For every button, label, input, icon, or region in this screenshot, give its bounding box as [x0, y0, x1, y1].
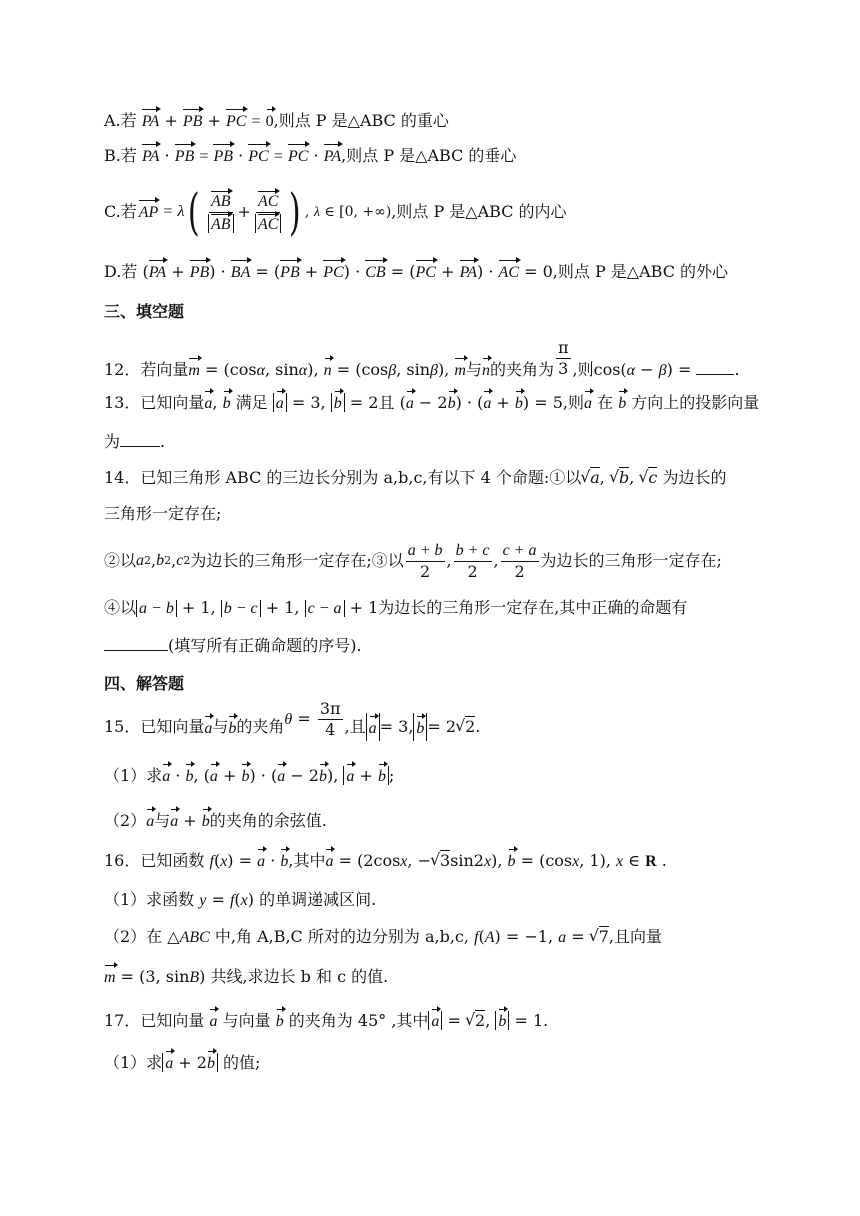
question-12-number: 12．	[104, 360, 141, 379]
question-13-cont	[104, 430, 165, 454]
option-d-label: D.若	[104, 262, 138, 281]
q14-text-3c: 为边长的三角形一定存在;	[540, 551, 722, 570]
q13-text-7: 为	[104, 432, 121, 451]
q12-text-1: 若向量	[140, 360, 189, 379]
section-title-answer: 四、解答题	[104, 674, 185, 693]
q16-part2-text-b: 中,角 A,B,C 所对的边分别为 a,b,c,	[214, 927, 469, 946]
q17-text-3: 的夹角为	[288, 1011, 353, 1030]
q15-text-3: 的夹角	[236, 717, 285, 736]
question-16-part1: （1）求函数 y = f(x) 的单调递减区间.	[104, 890, 377, 909]
q14-text-3b: 为边长的三角形一定存在;③以	[190, 551, 404, 570]
question-15-part2: （2）a与a + b的夹角的余弦值.	[104, 806, 327, 834]
question-17-part1: （1）求 a + 2b 的值;	[104, 1048, 260, 1076]
q12-text-5: .	[734, 360, 740, 379]
option-b-label: B.若	[104, 146, 137, 165]
question-14-line4: ④以 a − b + 1, b − c + 1, c − a + 1为边长的三角形一定存在,其中正确的命题有	[104, 598, 688, 617]
q12-text-3: 的夹角为	[490, 360, 555, 379]
option-c-label: C.若	[104, 202, 137, 221]
question-14-line5	[104, 634, 362, 658]
option-a-tail: ,则点 P 是△ABC 的重心	[273, 111, 449, 130]
q17-part1-text-a: （1）求	[104, 1053, 163, 1072]
section-title-fill-blank: 三、填空题	[104, 302, 185, 321]
option-d-tail: ,则点 P 是△ABC 的外心	[552, 262, 729, 281]
q16-part2-text-c: ,且向量	[608, 927, 662, 946]
q14-text-4a: ④以	[104, 598, 137, 617]
question-16-part2-cont: m = (3, sinB) 共线,求边长 b 和 c 的值.	[104, 962, 388, 990]
q14-text-1b: 为边长的	[662, 468, 727, 487]
q16-part2-text-a: （2）在	[104, 927, 163, 946]
q16-text-1: 已知函数	[140, 851, 205, 870]
q14-text-4b: 为边长的三角形一定存在,其中正确的命题有	[378, 598, 688, 617]
q13-text-2: 满足	[235, 393, 268, 412]
option-c-tail: ,则点 P 是△ABC 的内心	[391, 202, 567, 221]
option-b: B.若 PA · PB = PB · PC = PC · PA,则点 P 是△ABC 的垂心	[104, 143, 516, 169]
question-16-part2: （2）在 △ABC 中,角 A,B,C 所对的边分别为 a,b,c, f(A) = −1, a = √ 7,且向量	[104, 925, 662, 950]
q13-text-3: 且	[378, 393, 395, 412]
question-14-line2: 三角形一定存在;	[104, 504, 222, 523]
option-d: D.若 (PA + PB) · BA = (PB + PC) · CB = (PC + PA) · AC = 0,则点 P 是△ABC 的外心	[104, 259, 728, 285]
q13-text-8: .	[160, 432, 166, 451]
question-14-line3: ②以 a 2 , b 2 , c 2 为边长的三角形一定存在;③以 $\frac{a + b}{2}$ , $\frac{b + c}{2}$ , $\frac{c + a}{2}$ 为边长的三角形一定存在;	[104, 541, 722, 581]
question-15-number: 15．	[104, 717, 141, 736]
q17-part1-text-b: 的值;	[223, 1053, 261, 1072]
q16-part2-text-d: 共线,求边长 b 和 c 的值.	[210, 967, 389, 986]
question-16-number: 16．	[104, 851, 141, 870]
q13-text-1: 已知向量	[140, 393, 205, 412]
option-b-tail: ,则点 P 是△ABC 的垂心	[341, 146, 517, 165]
q12-text-4: ,则	[572, 360, 594, 379]
question-14-number: 14．	[104, 468, 141, 487]
question-17-number: 17．	[104, 1011, 141, 1030]
q14-text-3a: ②以	[104, 551, 137, 570]
q15-part1-text: （1）求	[104, 766, 163, 785]
question-16: 16．已知函数 f(x) = a · b,其中a = (2cosx, −√ 3sin2x), b = (cosx, 1), x ∈ R .	[104, 846, 667, 874]
q15-text-4: ,且	[344, 717, 366, 736]
question-17: 17．已知向量 a 与向量 b 的夹角为 45° ,其中 a = √ 2, b = 1.	[104, 1006, 548, 1034]
question-13: 13．已知向量a, b 满足 a = 3, b = 2且 (a − 2b) · (a + b) = 5,则a 在 b 方向上的投影向量	[104, 388, 759, 416]
q13-text-4: ,则	[562, 393, 584, 412]
q16-text-2: ,其中	[288, 851, 326, 870]
question-12: 12．若向量m = (cosα, sinα), n = (cosβ, sinβ), m与n的夹角为 $\frac{\pi}{3}$ ,则cos(α − β) = .	[104, 350, 740, 391]
question-15: 15． 已知向量 a 与 b 的夹角 θ = $\frac{3\pi}{4}$ ,且 a = 3, b = 2 √ 2 .	[104, 705, 480, 749]
q13-text-5: 在	[597, 393, 614, 412]
question-14: 14．已知三角形 ABC 的三边长分别为 a,b,c,有以下 4 个命题:①以√ a, √ b, √ c 为边长的	[104, 466, 726, 490]
q15-text-1: 已知向量	[140, 717, 205, 736]
q14-text-5: (填写所有正确命题的序号).	[168, 636, 362, 655]
q15-text-2: 与	[212, 717, 229, 736]
q14-text-1: 已知三角形 ABC 的三边长分别为 a,b,c,有以下 4 个命题:①以	[140, 468, 582, 487]
question-13-number: 13．	[104, 393, 141, 412]
q15-part2-text-c: 的夹角的余弦值.	[209, 811, 327, 830]
q16-part1-text-a: （1）求函数	[104, 890, 195, 909]
q15-part2-text-a: （2）	[104, 811, 147, 830]
q15-part2-text-b: 与	[154, 811, 171, 830]
option-c: C.若 AP = λ ( $\frac{AB}{AB}$ + $\frac{AC}{AC}$ ) , λ ∈ [0, +∞) ,则点 P 是△ABC 的内心	[104, 183, 567, 241]
q13-text-6: 方向上的投影向量	[631, 393, 760, 412]
q12-text-2: 与	[465, 360, 482, 379]
option-a-label: A.若	[104, 111, 137, 130]
q17-text-2: 与向量	[222, 1011, 271, 1030]
q17-text-1: 已知向量	[140, 1011, 205, 1030]
q17-text-4: ,其中	[391, 1011, 429, 1030]
question-15-part1: （1）求a · b, (a + b) · (a − 2b), a + b ;	[104, 761, 394, 789]
q16-part1-text-b: 的单调递减区间.	[259, 890, 377, 909]
option-a: A.若 PA + PB + PC = 0,则点 P 是△ABC 的重心	[104, 106, 449, 134]
